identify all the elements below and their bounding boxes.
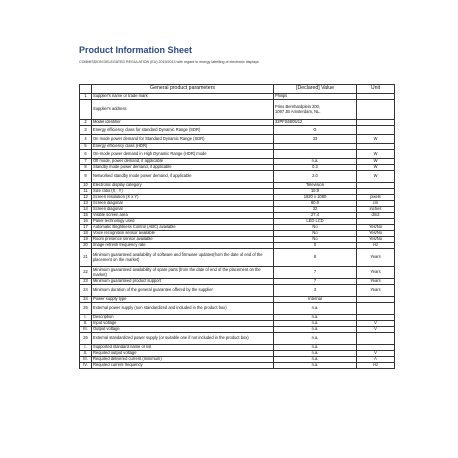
row-number: 22: [80, 267, 92, 279]
row-number: I.: [80, 345, 92, 351]
row-number: III.: [80, 357, 92, 363]
unit: Yes/No: [357, 225, 395, 231]
table-row: [80, 126, 395, 135]
unit: Yes/No: [357, 231, 395, 237]
page-title: Product Information Sheet: [79, 45, 193, 55]
row-number: 15: [80, 213, 92, 219]
row-number: 11: [80, 189, 92, 195]
unit: Years: [357, 249, 395, 267]
row-number: 6: [80, 150, 92, 159]
row-number: 20: [80, 243, 92, 249]
col-header-value: [Declared] Value: [274, 85, 357, 94]
col-header-number: [80, 85, 92, 94]
unit: Hz: [357, 243, 395, 249]
parameter-name: Room presence sensor available: [92, 237, 274, 243]
unit: V: [357, 327, 395, 333]
row-number: [80, 100, 92, 120]
row-number: II.: [80, 351, 92, 357]
parameter-name: Size ratio (X : Y): [92, 189, 274, 195]
parameter-name: Off mode, power demand, if applicable: [92, 159, 274, 165]
declared-value: 7: [274, 279, 357, 285]
parameter-name: Input voltage: [92, 321, 274, 327]
declared-value: n.a.: [274, 315, 357, 321]
unit: inches: [357, 207, 395, 213]
product-parameters-table: [79, 84, 395, 369]
row-number: 2: [80, 120, 92, 126]
row-number: 19: [80, 237, 92, 243]
unit: Years: [357, 285, 395, 297]
parameter-name: External standardized power supply (or suitable one if not included in the product box): [92, 333, 274, 345]
declared-value: 33: [274, 135, 357, 144]
row-number: 16: [80, 219, 92, 225]
row-number: III.: [80, 327, 92, 333]
parameter-name: Visible screen area: [92, 213, 274, 219]
declared-value: 8: [274, 249, 357, 267]
declared-value: [274, 150, 357, 159]
table-row: [80, 285, 395, 297]
declared-value: 80.0: [274, 201, 357, 207]
unit: [357, 303, 395, 315]
regulation-subtitle: COMMISSION DELEGATED REGULATION (EU) 2019/2013 with regard to energy labelling of electronic displays: [79, 60, 259, 64]
parameter-name: On mode power demand for Standard Dynamic Range (SDR): [92, 135, 274, 144]
table-row: [80, 150, 395, 159]
row-number: 4: [80, 135, 92, 144]
unit: [357, 333, 395, 345]
table-row: [80, 100, 395, 120]
table-row: [80, 267, 395, 279]
row-number: 18: [80, 231, 92, 237]
declared-value: Philips: [274, 94, 357, 100]
declared-value: 0: [274, 243, 357, 249]
row-number: II.: [80, 321, 92, 327]
unit: W: [357, 150, 395, 159]
declared-value: Television: [274, 183, 357, 189]
declared-value: 27.4: [274, 213, 357, 219]
parameter-name: Model identifier: [92, 120, 274, 126]
table-row: [80, 363, 395, 369]
declared-value: LED LCD: [274, 219, 357, 225]
declared-value: n.a.: [274, 363, 357, 369]
parameter-name: Voice recognition sensor available: [92, 231, 274, 237]
unit: W: [357, 165, 395, 171]
declared-value: 1920 x 1080: [274, 195, 357, 201]
declared-value: 3: [274, 285, 357, 297]
declared-value: n.a.: [274, 351, 357, 357]
declared-value: n.a.: [274, 345, 357, 351]
row-number: 13: [80, 201, 92, 207]
declared-value: No: [274, 231, 357, 237]
row-number: 7: [80, 159, 92, 165]
parameter-name: On-mode power demand in High Dynamic Range (HDR) mode: [92, 150, 274, 159]
row-number: 24: [80, 285, 92, 297]
row-number: 12: [80, 195, 92, 201]
parameter-name: Required output voltage: [92, 351, 274, 357]
parameter-name: Standby mode power demand, if applicable: [92, 165, 274, 171]
parameter-name: Required current frequency: [92, 363, 274, 369]
declared-value: 0.3: [274, 165, 357, 171]
parameter-name: Power supply type: [92, 297, 274, 303]
row-number: 21: [80, 249, 92, 267]
parameter-name: Minimum duration of the general guarantee offered by the supplier: [92, 285, 274, 297]
declared-value: n.a.: [274, 321, 357, 327]
row-number: 25: [80, 303, 92, 315]
parameter-name: Required delivered current (minimum): [92, 357, 274, 363]
row-number: I.: [80, 315, 92, 321]
table-row: [80, 249, 395, 267]
row-number: 23: [80, 279, 92, 285]
col-header-parameters: General product parameters: [92, 85, 274, 94]
table-row: [80, 333, 395, 345]
unit: Years: [357, 267, 395, 279]
declared-value: 16:9: [274, 189, 357, 195]
row-number: IV.: [80, 363, 92, 369]
declared-value: n.a.: [274, 303, 357, 315]
table-row: [80, 135, 395, 144]
parameter-name: Energy efficiency class (HDR): [92, 144, 274, 150]
table-body: [80, 94, 395, 369]
row-number: 24: [80, 297, 92, 303]
parameter-name: Networked standby mode power demand, if applicable: [92, 171, 274, 183]
unit: W: [357, 135, 395, 144]
parameter-name: Screen resolution (X x Y): [92, 195, 274, 201]
declared-value: n.a.: [274, 357, 357, 363]
unit: [357, 100, 395, 120]
unit: Hz: [357, 363, 395, 369]
parameter-name: Electronic display category: [92, 183, 274, 189]
parameter-name: Supported standard name or list: [92, 345, 274, 351]
row-number: 8: [80, 165, 92, 171]
unit: Years: [357, 279, 395, 285]
declared-value: 2.0: [274, 171, 357, 183]
unit: pixels: [357, 195, 395, 201]
declared-value: n.a.: [274, 159, 357, 165]
parameter-name: Screen diagonal: [92, 207, 274, 213]
parameter-name: Minimum guaranteed availability of software and firmware updates(from the date of end of the placement on the market): [92, 249, 274, 267]
declared-value: Internal: [274, 297, 357, 303]
unit: cm: [357, 201, 395, 207]
declared-value: n.a.: [274, 333, 357, 345]
row-number: 9: [80, 171, 92, 183]
unit: A: [357, 357, 395, 363]
row-number: 26: [80, 333, 92, 345]
parameter-name: Screen diagonal: [92, 201, 274, 207]
declared-value: Prins Bernhardplein 200, 1097 JB Amsterdam, NL.: [274, 100, 357, 120]
col-header-unit: Unit: [357, 85, 395, 94]
parameter-name: Automatic Brightness Control (ABC) available: [92, 225, 274, 231]
parameter-name: Supplier's address: [92, 100, 274, 120]
unit: W: [357, 159, 395, 165]
row-number: 10: [80, 183, 92, 189]
row-number: 1: [80, 94, 92, 100]
parameter-name: Energy efficiency class for standard Dynamic Range (SDR): [92, 126, 274, 135]
unit: W: [357, 171, 395, 183]
table-header-row: [80, 85, 395, 94]
unit: [357, 126, 395, 135]
table-row: [80, 303, 395, 315]
parameter-name: Description: [92, 315, 274, 321]
unit: dm2: [357, 213, 395, 219]
row-number: 5: [80, 144, 92, 150]
parameter-name: Output voltage: [92, 327, 274, 333]
parameter-name: Panel technology used: [92, 219, 274, 225]
parameter-name: Minimum guaranteed availability of spare parts (from the date of end of the placement on the market): [92, 267, 274, 279]
row-number: 14: [80, 207, 92, 213]
declared-value: 7: [274, 267, 357, 279]
table-row: [80, 171, 395, 183]
declared-value: n.a.: [274, 327, 357, 333]
declared-value: No: [274, 225, 357, 231]
parameter-name: Image refresh frequency rate: [92, 243, 274, 249]
declared-value: 32PFS6805/12: [274, 120, 357, 126]
parameter-name: External power supply (non standardized and included in the product box): [92, 303, 274, 315]
unit: V: [357, 321, 395, 327]
row-number: 3: [80, 126, 92, 135]
parameter-name: Minimum guaranteed product support: [92, 279, 274, 285]
parameter-name: Supplier's name or trade mark: [92, 94, 274, 100]
unit: Yes/No: [357, 237, 395, 243]
declared-value: No: [274, 237, 357, 243]
declared-value: 32: [274, 207, 357, 213]
row-number: 17: [80, 225, 92, 231]
unit: V: [357, 351, 395, 357]
declared-value: G: [274, 126, 357, 135]
